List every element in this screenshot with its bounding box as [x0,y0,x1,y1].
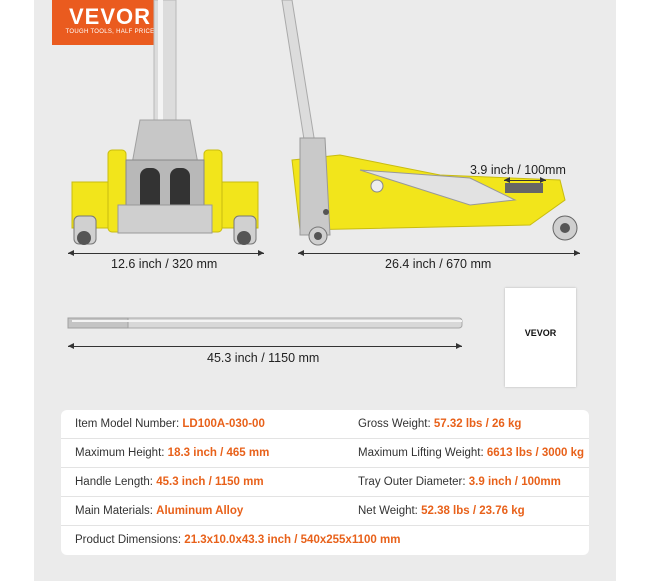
spec-cell-right [358,439,584,468]
spec-label: Net Weight: [358,505,422,517]
spec-label: Handle Length: [75,476,157,488]
spec-label: Maximum Height: [75,447,168,459]
spec-row [61,526,589,555]
spec-label: Tray Outer Diameter: [358,476,469,488]
spec-row [61,439,589,468]
handle-length-label: 45.3 inch / 1150 mm [207,351,320,365]
logo-brand: VEVOR [68,4,152,29]
handle-length-arrow [68,346,462,347]
spec-row [61,497,589,526]
spec-row [61,410,589,439]
spec-cell-right [358,468,561,497]
spec-cell-left [75,468,264,497]
spec-value: 52.38 lbs / 23.76 kg [421,505,525,517]
front-width-arrow [68,253,264,254]
front-width-label: 12.6 inch / 320 mm [111,257,218,271]
spec-label: Item Model Number: [75,418,183,430]
logo-tagline: TOUGH TOOLS, HALF PRICE [65,29,155,35]
spec-cell-left [75,439,269,468]
spec-cell-left [75,497,243,526]
user-manual [505,288,576,387]
spec-value: LD100A-030-00 [182,418,265,430]
spec-cell-left [75,410,265,439]
saddle-label: 3.9 inch / 100mm [470,163,566,177]
spec-value: Aluminum Alloy [156,505,244,517]
spec-value: 6613 lbs / 3000 kg [486,447,585,459]
spec-value: 21.3x10.0x43.3 inch / 540x255x1100 mm [184,534,401,546]
spec-value: 57.32 lbs / 26 kg [433,418,522,430]
spec-cell-left [75,526,400,555]
spec-label: Maximum Lifting Weight: [358,447,487,459]
side-length-arrow [298,253,580,254]
manual-brand: VEVOR [524,328,557,338]
spec-value: 45.3 inch / 1150 mm [156,476,264,488]
spec-label: Product Dimensions: [75,534,185,546]
spec-cell-right [358,410,521,439]
spec-label: Main Materials: [75,505,157,517]
spec-cell-right [358,497,525,526]
saddle-arrow [504,180,546,181]
spec-value: 3.9 inch / 100mm [468,476,561,488]
spec-row [61,468,589,497]
spec-value: 18.3 inch / 465 mm [167,447,270,459]
spec-label: Gross Weight: [358,418,434,430]
spec-table [61,410,589,555]
side-length-label: 26.4 inch / 670 mm [385,257,492,271]
